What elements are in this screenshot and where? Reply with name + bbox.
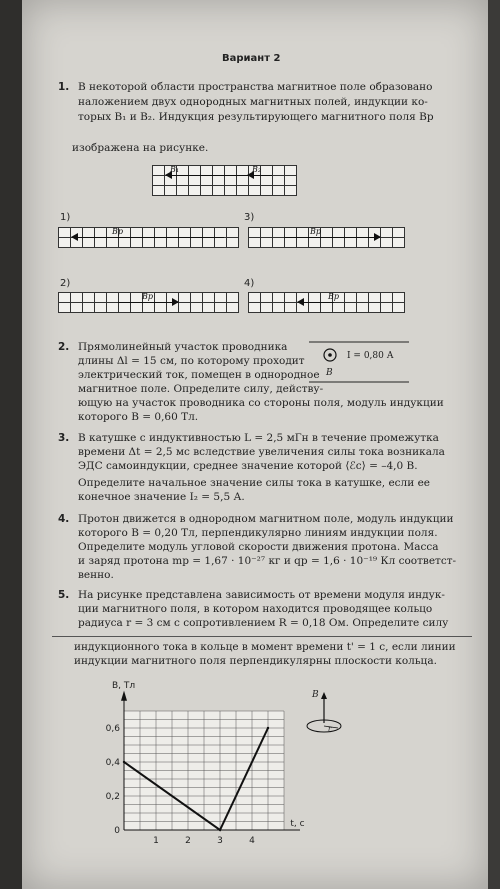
option-1-vlabel: Bр (112, 227, 123, 236)
task4-line: и заряд протона mр = 1,67 · 10⁻²⁷ кг и qр = 1,6 · 10⁻¹⁹ Кл соответст- (78, 555, 457, 567)
task3-line: В катушке с индуктивностью L = 2,5 мГн в течение промежутка (78, 432, 439, 444)
task5-line: индукционного тока в кольце в момент времени t' = 1 с, если линии (74, 641, 456, 653)
task3-line: Определите начальное значение силы тока в катушке, если ее (78, 477, 430, 489)
task1-line: наложением двух однородных магнитных полей, индукции ко- (78, 96, 428, 108)
task2-line: которого B = 0,60 Тл. (78, 411, 199, 423)
x-axis-label: t, с (290, 819, 305, 829)
x-tick-label: 1 (153, 836, 159, 846)
option-4-vlabel: Bр (328, 292, 339, 301)
task3-line: ЭДС самоиндукции, среднее значение которой ⟨ℰc⟩ = –4,0 В. (78, 460, 418, 472)
b-series-point (123, 761, 125, 763)
b2-label: B₂ (252, 165, 262, 174)
x-tick-label: 4 (249, 836, 255, 846)
option-4-label: 4) (244, 278, 255, 289)
task5-line: радиуса r = 3 см с сопротивлением R = 0,18 Ом. Определите силу (78, 617, 449, 629)
y-tick-label: 0 (114, 826, 120, 836)
x-tick-label: 3 (217, 836, 223, 846)
current-dot-icon (328, 353, 332, 357)
option-4-vector (298, 302, 334, 303)
task2-line: Прямолинейный участок проводника (78, 341, 288, 353)
task2-line: магнитное поле. Определите силу, действу- (78, 383, 324, 395)
option-3-grid[interactable] (248, 227, 405, 248)
y-axis-label: B, Тл (112, 681, 136, 691)
option-2-label: 2) (60, 278, 71, 289)
task2-line: ющую на участок проводника со стороны поля, модуль индукции (78, 397, 444, 409)
ring-b-arrowhead (321, 692, 327, 699)
task4-line: Протон движется в однородном магнитном поле, модуль индукции (78, 513, 454, 525)
option-1-grid[interactable] (58, 227, 239, 248)
task5-line: На рисунке представлена зависимость от времени модуля индук- (78, 589, 445, 601)
option-2-vlabel: Bр (142, 292, 153, 301)
task3-line: конечное значение I₂ = 5,5 А. (78, 491, 245, 503)
option-3-vlabel: Bр (310, 227, 321, 236)
page-shadow (0, 0, 22, 889)
fold-line (52, 636, 472, 637)
option-2-grid[interactable] (58, 292, 239, 313)
task2-line: электрический ток, помещен в однородное (78, 369, 320, 381)
b-vs-t-chart (92, 680, 332, 850)
b-series-point (219, 829, 221, 831)
b1-label: B₁ (170, 165, 180, 174)
y-tick-label: 0,2 (105, 792, 120, 802)
option-3-label: 3) (244, 212, 255, 223)
option-3-vector (284, 237, 380, 238)
task5-line: ции магнитного поля, в котором находится проводящее кольцо (78, 603, 433, 615)
option-1-label: 1) (60, 212, 71, 223)
task5-number: 5. (58, 589, 70, 601)
option-1-vector (72, 237, 224, 238)
task4-line: Определите модуль угловой скорости движения протона. Масса (78, 541, 439, 553)
b1-vector (166, 175, 248, 176)
b-series-point (267, 727, 269, 729)
task1-main-grid (152, 165, 297, 196)
option-2-vector (118, 302, 178, 303)
task3-line: времени Δt = 2,5 мс вследствие увеличения силы тока возникала (78, 446, 445, 458)
variant-title: Вариант 2 (222, 53, 281, 64)
x-tick-label: 2 (185, 836, 191, 846)
task4-number: 4. (58, 513, 70, 525)
ring-b-label: B (312, 690, 319, 700)
task2-number: 2. (58, 341, 70, 353)
task1-line: изображена на рисунке. (72, 142, 209, 154)
y-axis-arrowhead (121, 691, 127, 701)
task1-line: торых B₁ и B₂. Индукция результирующего магнитного поля Bр (78, 111, 434, 123)
b2-vector (248, 175, 272, 176)
task1-number: 1. (58, 81, 70, 93)
b-field-label: B (326, 368, 333, 378)
task3-number: 3. (58, 432, 70, 444)
task4-line: которого B = 0,20 Тл, перпендикулярно линиям индукции поля. (78, 527, 438, 539)
option-4-grid[interactable] (248, 292, 405, 313)
task4-line: венно. (78, 569, 114, 581)
task5-line: индукции магнитного поля перпендикулярны плоскости кольца. (74, 655, 437, 667)
ring-r-label: r (328, 725, 332, 733)
task2-line: длины Δl = 15 см, по которому проходит (78, 355, 305, 367)
worksheet-page (22, 0, 488, 889)
task1-line: В некоторой области пространства магнитное поле образовано (78, 81, 433, 93)
y-tick-label: 0,6 (105, 724, 120, 734)
current-label: I = 0,80 А (347, 351, 394, 361)
y-tick-label: 0,4 (105, 758, 120, 768)
